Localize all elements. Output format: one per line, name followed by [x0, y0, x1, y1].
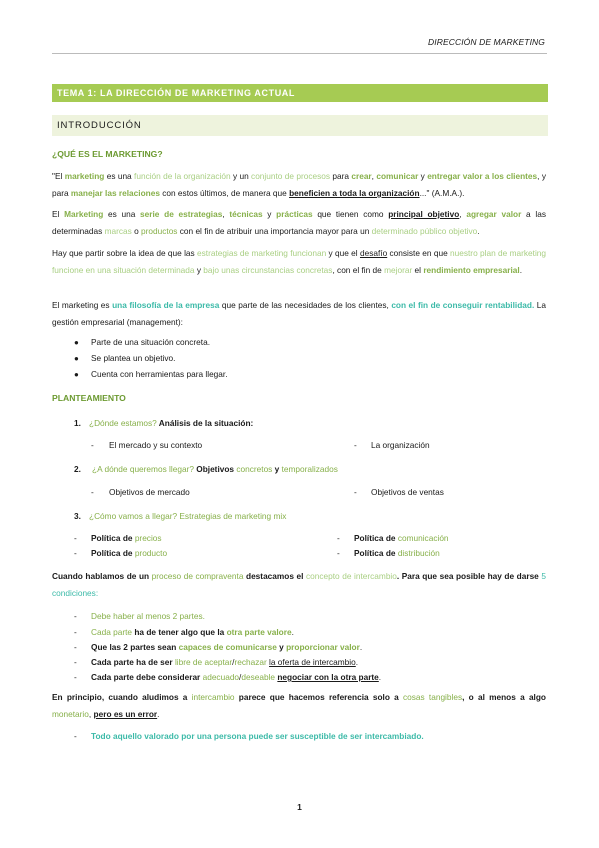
- paragraph-strategies: Hay que partir sobre la idea de que las estrategias de marketing funcionan y que el desafío consiste en que nuestro plan de marketing funcione en una situación determinada y bajo unas circunstancias concretas, con el fin de mejorar el rendimiento empresarial.: [52, 248, 547, 275]
- bullet-dot: ●: [74, 354, 79, 363]
- item-1: ¿Dónde estamos? Análisis de la situación:: [89, 418, 254, 428]
- dash: -: [74, 657, 77, 667]
- condition-5: Cada parte debe considerar adecuado/deseable negociar con la otra parte.: [91, 672, 382, 682]
- condition-4: Cada parte ha de ser libre de aceptar/rechazar la oferta de intercambio.: [91, 657, 359, 667]
- chapter-title: TEMA 1: LA DIRECCIÓN DE MARKETING ACTUAL: [52, 84, 548, 102]
- bullet-item: Parte de una situación concreta.: [91, 337, 210, 347]
- page-number: 1: [297, 802, 302, 812]
- section-title: INTRODUCCIÓN: [52, 115, 548, 136]
- paragraph-definition: "El marketing es una función de la organización y un conjunto de procesos para crear, comunicar y entregar valor a los clientes, y para manejar las relaciones con estos últimos, de manera que beneficien a toda la organización..." (A.M.A.).: [52, 171, 546, 198]
- paragraph-exchange: Cuando hablamos de un proceso de compraventa destacamos el concepto de intercambio. Para que sea posible hay de darse 5 condiciones:: [52, 571, 546, 598]
- dash: -: [91, 440, 94, 450]
- item-3: ¿Cómo vamos a llegar? Estrategias de marketing mix: [89, 511, 287, 521]
- paragraph-philosophy: El marketing es una filosofía de la empresa que parte de las necesidades de los clientes, con el fin de conseguir rentabilidad. La gestión empresarial (management):: [52, 300, 547, 327]
- condition-3: Que las 2 partes sean capaces de comunicarse y proporcionar valor.: [91, 642, 363, 652]
- bullet-item: Cuenta con herramientas para llegar.: [91, 369, 228, 379]
- condition-1: Debe haber al menos 2 partes.: [91, 611, 205, 621]
- item-number: 1.: [74, 418, 81, 428]
- paragraph-marketing: El Marketing es una serie de estrategias, técnicas y prácticas que tienen como principal objetivo, agregar valor a las determinadas marcas o productos con el fin de atribuir una importancia mayor para un determinado público objetivo.: [52, 209, 546, 236]
- dash: -: [337, 533, 340, 543]
- sub-item: Objetivos de mercado: [109, 487, 190, 497]
- sub-item: Objetivos de ventas: [371, 487, 444, 497]
- dash: -: [74, 611, 77, 621]
- planteamiento-title: PLANTEAMIENTO: [52, 393, 126, 403]
- dash: -: [354, 487, 357, 497]
- item-2: ¿A dónde queremos llegar? Objetivos concretos y temporalizados: [92, 464, 338, 474]
- dash: -: [74, 672, 77, 682]
- dash: -: [74, 731, 77, 741]
- header-rule: [52, 53, 547, 54]
- dash: -: [74, 533, 77, 543]
- sub-item: La organización: [371, 440, 430, 450]
- running-header: DIRECCIÓN DE MARKETING: [428, 37, 545, 47]
- mix-item: Política de comunicación: [354, 533, 449, 543]
- item-number: 2.: [74, 464, 81, 474]
- bullet-dot: ●: [74, 338, 79, 347]
- bullet-dot: ●: [74, 370, 79, 379]
- paragraph-intercambio: En principio, cuando aludimos a intercambio parece que hacemos referencia solo a cosas tangibles, o al menos a algo monetario, pero es un error.: [52, 692, 546, 719]
- mix-item: Política de producto: [91, 548, 168, 558]
- dash: -: [74, 627, 77, 637]
- dash: -: [337, 548, 340, 558]
- mix-item: Política de precios: [91, 533, 162, 543]
- condition-2: Cada parte ha de tener algo que la otra parte valore.: [91, 627, 294, 637]
- bullet-item: Se plantea un objetivo.: [91, 353, 176, 363]
- final-item: Todo aquello valorado por una persona puede ser susceptible de ser intercambiado.: [91, 731, 424, 741]
- subsection-title: ¿QUÉ ES EL MARKETING?: [52, 149, 163, 159]
- mix-item: Política de distribución: [354, 548, 440, 558]
- item-number: 3.: [74, 511, 81, 521]
- dash: -: [91, 487, 94, 497]
- dash: -: [74, 642, 77, 652]
- dash: -: [354, 440, 357, 450]
- sub-item: El mercado y su contexto: [109, 440, 203, 450]
- dash: -: [74, 548, 77, 558]
